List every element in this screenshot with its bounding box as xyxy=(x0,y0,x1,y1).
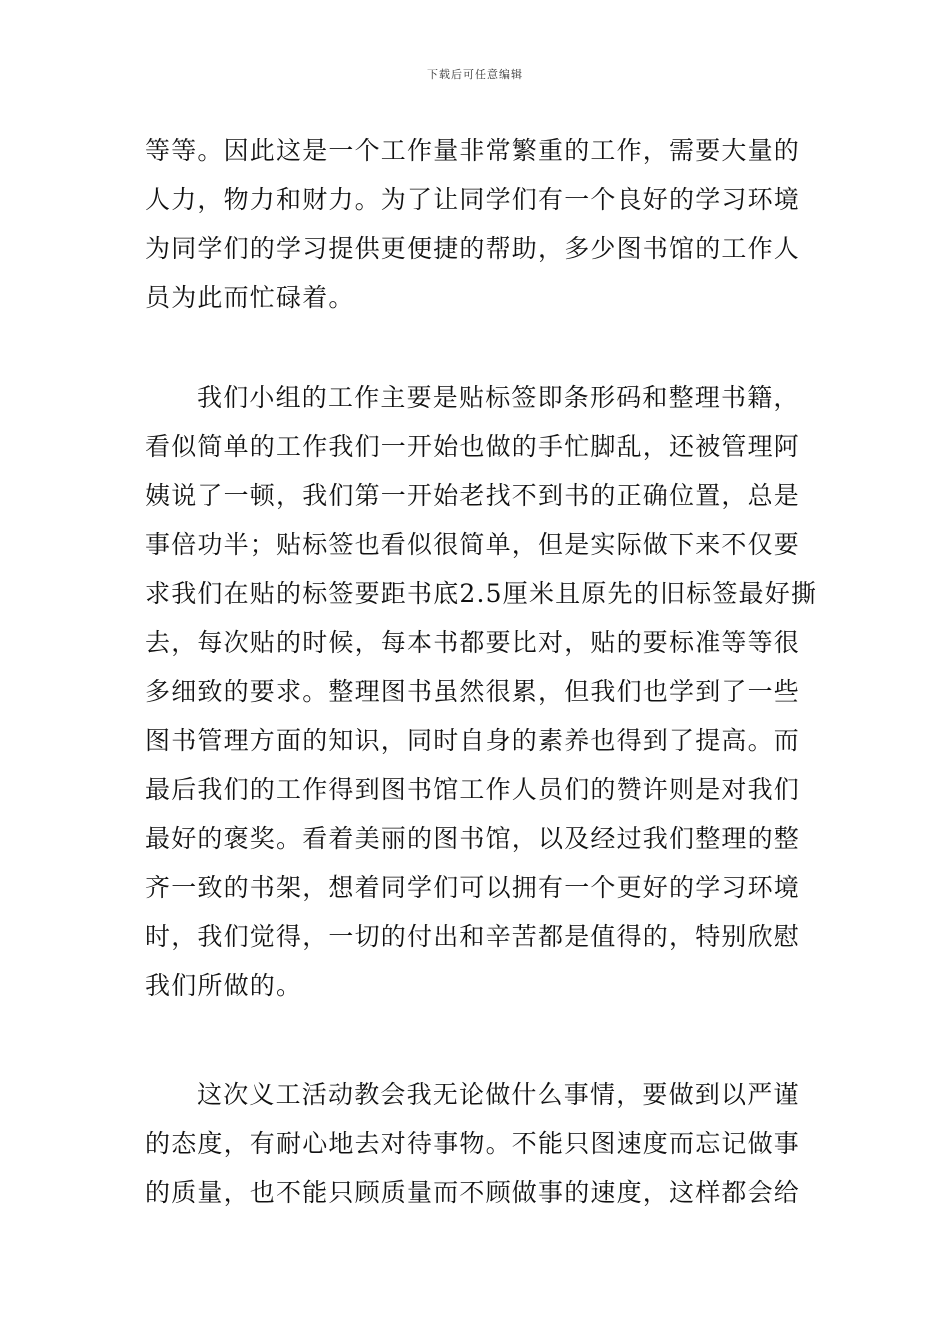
text-line: 图书管理方面的知识，同时自身的素养也得到了提高。而 xyxy=(145,726,801,755)
page-header: 下载后可任意编辑 xyxy=(427,68,523,81)
text-line: 时，我们觉得，一切的付出和辛苦都是值得的，特别欣慰 xyxy=(145,922,801,951)
text-line: 最后我们的工作得到图书馆工作人员们的赞许则是对我们 xyxy=(145,775,801,804)
text-line: 多细致的要求。整理图书虽然很累，但我们也学到了一些 xyxy=(145,677,801,706)
text-line: 员为此而忙碌着。 xyxy=(145,283,355,312)
text-line: 的态度，有耐心地去对待事物。不能只图速度而忘记做事 xyxy=(145,1129,801,1158)
text-line: 这次义工活动教会我无论做什么事情，要做到以严谨 xyxy=(197,1080,800,1109)
text-line: 姨说了一顿，我们第一开始老找不到书的正确位置，总是 xyxy=(145,481,801,510)
text-line: 人力，物力和财力。为了让同学们有一个良好的学习环境 xyxy=(145,185,801,214)
text-line: 事倍功半；贴标签也看似很简单，但是实际做下来不仅要 xyxy=(145,530,801,559)
text-line: 去，每次贴的时候，每本书都要比对，贴的要标准等等很 xyxy=(145,628,801,657)
text-line: 我们所做的。 xyxy=(145,971,303,1000)
text-line: 的质量，也不能只顾质量而不顾做事的速度，这样都会给 xyxy=(145,1178,801,1207)
text-line: 为同学们的学习提供更便捷的帮助，多少图书馆的工作人 xyxy=(145,234,801,263)
text-line: 等等。因此这是一个工作量非常繁重的工作，需要大量的 xyxy=(145,136,801,165)
text-line: 我们小组的工作主要是贴标签即条形码和整理书籍， xyxy=(197,383,800,412)
text-line: 看似简单的工作我们一开始也做的手忙脚乱，还被管理阿 xyxy=(145,432,801,461)
text-line: 齐一致的书架，想着同学们可以拥有一个更好的学习环境 xyxy=(145,873,801,902)
text-line: 求我们在贴的标签要距书底2.5厘米且原先的旧标签最好撕 xyxy=(145,579,818,608)
text-line: 最好的褒奖。看着美丽的图书馆，以及经过我们整理的整 xyxy=(145,824,801,853)
